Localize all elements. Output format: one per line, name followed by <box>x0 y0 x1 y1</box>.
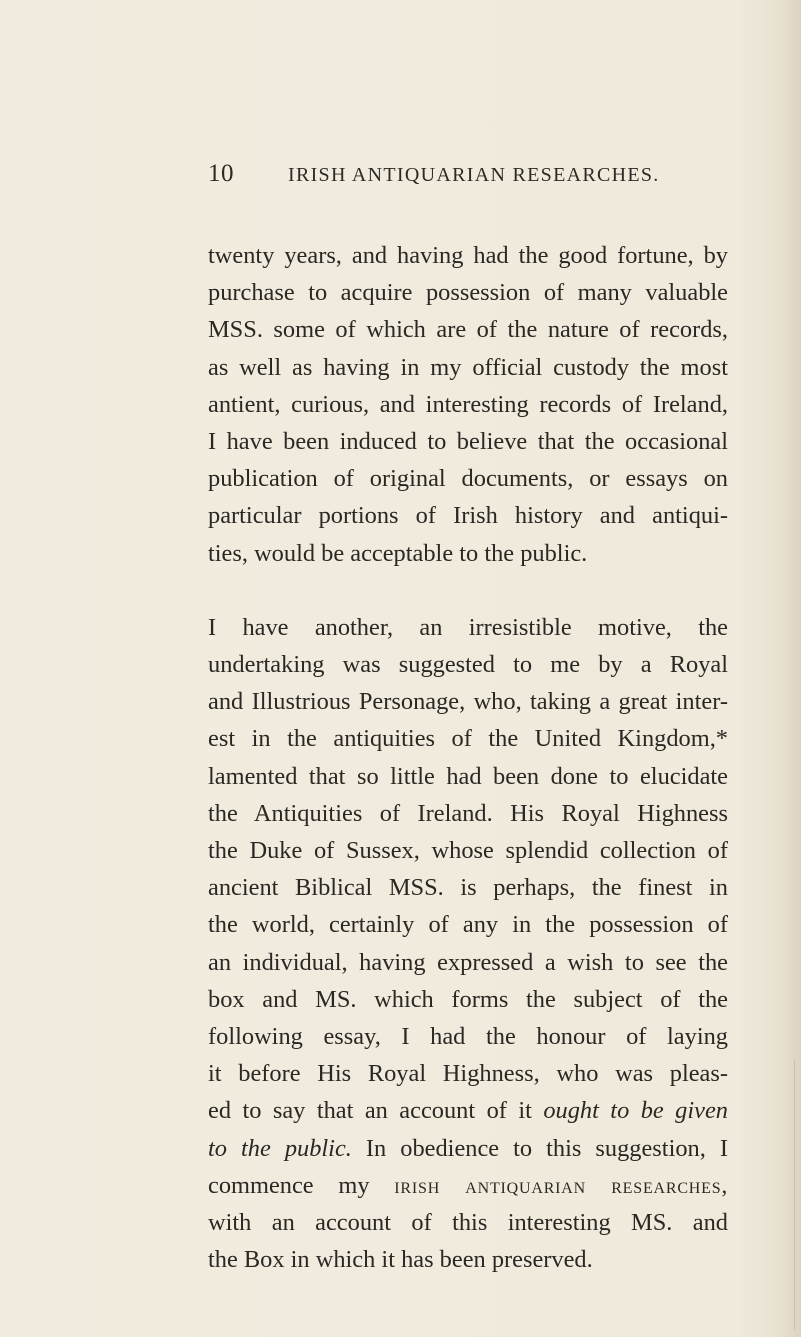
page-header <box>208 160 711 200</box>
page-number: 10 <box>208 160 234 187</box>
text-run: commence my <box>208 1171 395 1199</box>
text-line: I have another, an irresistible motive, the <box>208 613 728 641</box>
text-line <box>208 1167 728 1204</box>
body-text <box>208 237 728 1278</box>
italic-phrase: to the public. <box>208 1134 352 1162</box>
page-edge-shadow <box>794 1060 795 1330</box>
text-line: an individual, having expressed a wish to see the <box>208 948 728 976</box>
text-run: In obedience to this suggestion, I <box>351 1134 728 1162</box>
paragraph-1 <box>208 237 728 572</box>
italic-phrase: ought to be given <box>543 1097 728 1125</box>
text-line: the Box in which it has been preserved. <box>208 1246 593 1274</box>
text-line: box and MS. which forms the subject of the <box>208 985 728 1013</box>
text-run: ed to say that an account of it <box>208 1097 544 1125</box>
text-line: MSS. some of which are of the nature of records, <box>208 316 728 344</box>
text-line <box>208 1130 728 1167</box>
paragraph-2 <box>208 609 728 1279</box>
running-title: IRISH ANTIQUARIAN RESEARCHES. <box>288 164 660 186</box>
text-line: it before His Royal Highness, who was pleas- <box>208 1060 728 1088</box>
text-line: undertaking was suggested to me by a Royal <box>208 651 728 679</box>
text-line: and Illustrious Personage, who, taking a great inter- <box>208 688 728 716</box>
text-line: purchase to acquire possession of many valuable <box>208 279 728 307</box>
small-caps-title: irish antiquarian researches, <box>394 1172 728 1198</box>
text-line: as well as having in my official custody the most <box>208 353 728 381</box>
text-line: with an account of this interesting MS. and <box>208 1209 728 1237</box>
text-line: the Antiquities of Ireland. His Royal Highness <box>208 799 728 827</box>
text-line: lamented that so little had been done to elucidate <box>208 762 728 790</box>
text-line: twenty years, and having had the good fortune, by <box>208 242 728 269</box>
text-line: publication of original documents, or essays on <box>208 465 728 493</box>
text-line: est in the antiquities of the United Kingdom,* <box>208 725 728 753</box>
text-line: ties, would be acceptable to the public. <box>208 539 588 567</box>
text-line: following essay, I had the honour of laying <box>208 1023 728 1051</box>
text-line: I have been induced to believe that the occasional <box>208 428 728 456</box>
text-line: the Duke of Sussex, whose splendid collection of <box>208 837 728 865</box>
text-line: antient, curious, and interesting records of Ireland, <box>208 390 728 418</box>
text-line: ancient Biblical MSS. is perhaps, the finest in <box>208 874 728 902</box>
text-line: particular portions of Irish history and antiqui- <box>208 502 728 530</box>
text-line <box>208 1092 728 1129</box>
text-line: the world, certainly of any in the possession of <box>208 911 728 939</box>
